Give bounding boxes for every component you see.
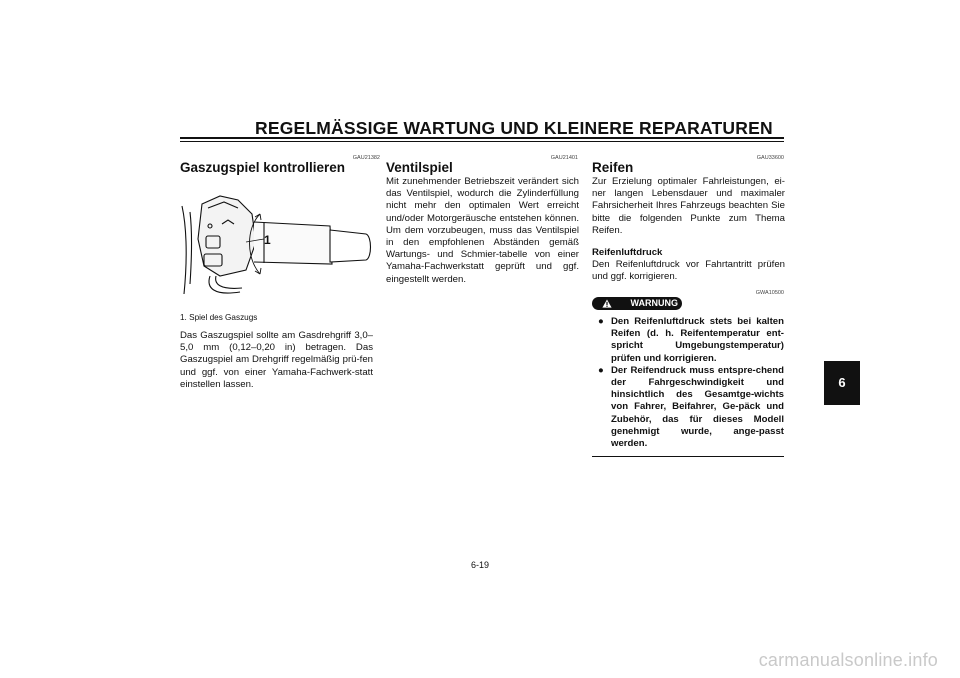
bullet-icon: ● [598, 364, 604, 376]
chapter-tab: 6 [824, 361, 860, 405]
section-heading: Reifen [592, 160, 634, 175]
header-rule-thin [180, 141, 784, 142]
warning-item [598, 365, 784, 450]
page-header-title: REGELMÄSSIGE WARTUNG UND KLEINERE REPARATUREN [255, 118, 773, 138]
section-code: GAU33600 [756, 155, 784, 161]
throttle-body-text: Das Gaszugspiel sollte am Gasdrehgriff 3,0–5,0 mm (0,12–0,20 in) betragen. Das Gaszugspiel am Drehgriff regelmäßig prü-fen und ggf. von einer Yamaha-Fachwerk-statt einstellen lassen. [180, 330, 373, 390]
warning-code: GWA10500 [755, 290, 784, 296]
section-heading: Ventilspiel [386, 160, 453, 175]
warning-item [598, 316, 784, 365]
section-code: GAU21401 [550, 155, 578, 161]
column-throttle [180, 160, 373, 176]
valve-body-text: Mit zunehmender Betriebszeit verändert sich das Ventilspiel, wodurch die Zylinderfüllung nicht mehr den optimalen Wert erreicht und/oder Motorgeräusche entstehen können. Um dem vorzubeugen, muss das Ventilspiel in den empfohlenen Abständen gemäß Wartungs- und Schmier-tabelle von einer Yamaha-Fachwerkstatt geprüft und ggf. eingestellt werden. [386, 176, 579, 285]
page-number: 6-19 [470, 560, 489, 570]
bullet-icon: ● [598, 316, 604, 327]
section-heading: Gaszugspiel kontrollieren [180, 160, 346, 175]
watermark-text: carmanualsonline.info [758, 650, 938, 670]
warning-label: WARNUNG [630, 298, 678, 308]
header-rule [180, 137, 784, 139]
figure-caption: 1. Spiel des Gaszugs [180, 313, 258, 322]
section-code: GAU21382 [352, 155, 380, 161]
tires-body-text: Zur Erzielung optimaler Fahrleistungen, ei-ner langen Lebensdauer und maximaler Fahrsicherheit Ihres Fahrzeugs beachten Sie bitte die folgenden Punkte zum Thema Reifen. [592, 176, 785, 236]
warning-item-text: Den Reifenluftdruck stets bei kalten Reifen (d. h. Reifentemperatur ent-spricht Umgebungstemperatur) prüfen und korrigieren. [611, 316, 784, 364]
warning-item-text: Der Reifendruck muss entspre-chend der Fahrgeschwindigkeit und hinsichtlich des Gesamtge-wichts von Fahrer, Beifahrer, Ge-päck und Zubehör, das für dieses Modell genehmigt wurde, ange-passt werden. [611, 364, 784, 450]
column-valve-clearance [386, 160, 579, 286]
warning-list [598, 316, 784, 450]
warning-end-rule [592, 456, 784, 457]
throttle-grip-illustration [180, 184, 380, 302]
figure-callout-number: 1 [264, 233, 271, 247]
subsection-heading: Reifenluftdruck [592, 247, 663, 259]
column-tires [592, 160, 785, 284]
tire-pressure-text: Den Reifenluftdruck vor Fahrtantritt prüfen und ggf. korrigieren. [592, 259, 785, 283]
warning-triangle-icon [602, 299, 612, 308]
